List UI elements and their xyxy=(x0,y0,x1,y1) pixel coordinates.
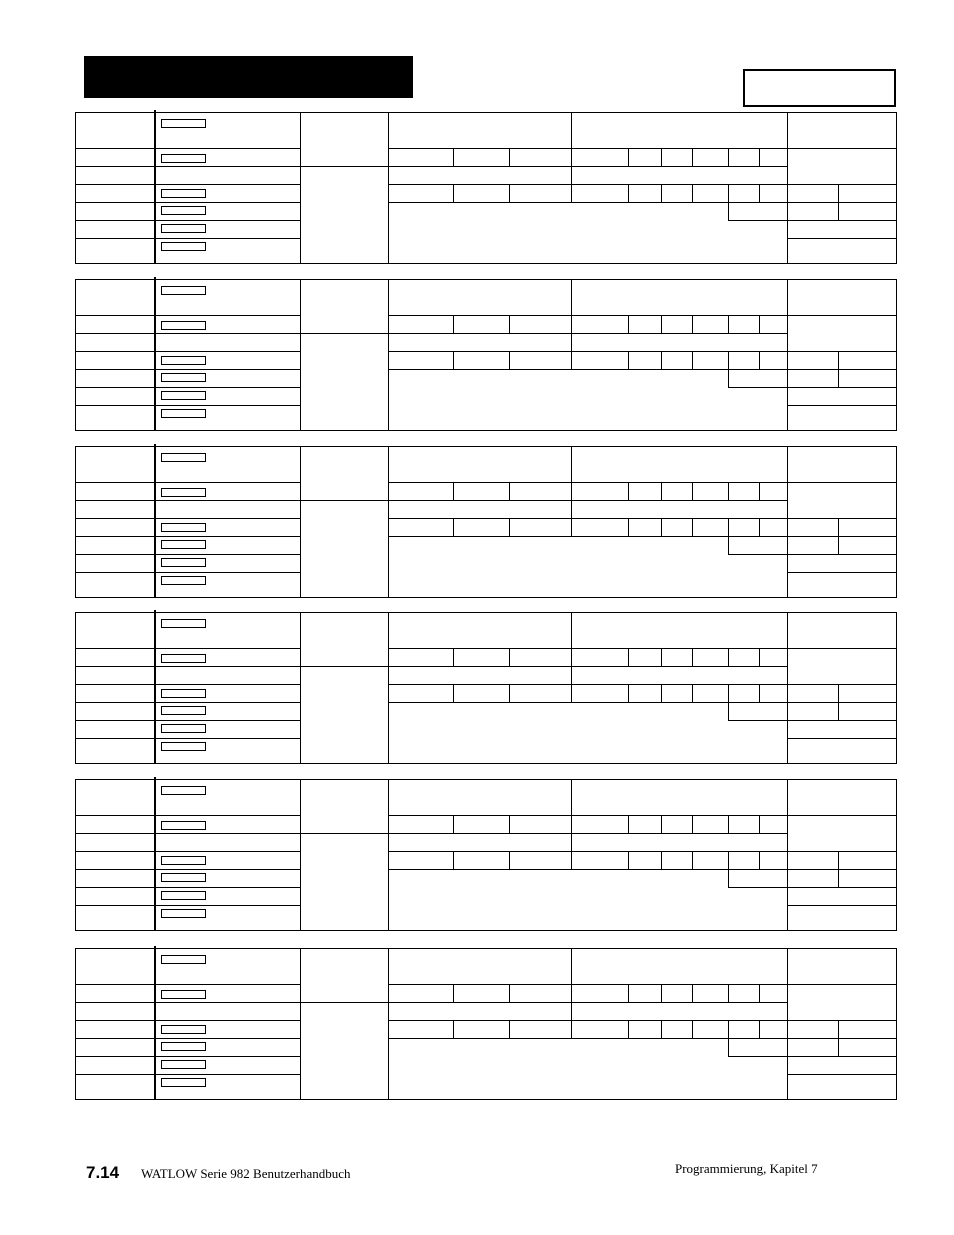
cell-divider xyxy=(661,184,662,202)
parameter-box xyxy=(161,391,206,400)
table-left-border xyxy=(75,446,76,598)
cell-divider xyxy=(728,648,729,666)
grid-row-line xyxy=(388,351,896,352)
grid-row-line xyxy=(388,984,896,985)
cell-divider xyxy=(661,518,662,536)
label-row-line xyxy=(75,702,300,703)
parameter-box xyxy=(161,523,206,532)
cell-divider xyxy=(759,648,760,666)
cell-divider xyxy=(692,148,693,166)
label-row-line xyxy=(75,869,300,870)
grid-row-line xyxy=(388,202,896,203)
cell-divider xyxy=(728,202,729,220)
cell-divider xyxy=(509,984,510,1002)
cell-divider xyxy=(453,815,454,833)
label-row-line xyxy=(75,369,300,370)
parameter-box xyxy=(161,1060,206,1069)
parameter-box xyxy=(161,955,206,964)
cell-divider xyxy=(628,148,629,166)
table-right-border xyxy=(896,112,897,264)
label-row-line xyxy=(300,166,388,167)
column-divider xyxy=(154,610,156,764)
grid-row-line xyxy=(388,815,896,816)
table-right-border xyxy=(896,612,897,764)
cell-divider xyxy=(759,148,760,166)
table-left-border xyxy=(75,279,76,431)
cell-divider xyxy=(661,1020,662,1038)
cell-divider xyxy=(661,148,662,166)
column-divider xyxy=(388,112,389,264)
label-row-line xyxy=(75,554,300,555)
cell-divider xyxy=(509,148,510,166)
parameter-box xyxy=(161,786,206,795)
cell-divider xyxy=(628,984,629,1002)
cell-divider xyxy=(728,148,729,166)
cell-divider xyxy=(728,482,729,500)
column-divider xyxy=(571,446,572,536)
cell-divider xyxy=(838,518,839,554)
parameter-box xyxy=(161,1025,206,1034)
column-divider xyxy=(388,446,389,598)
table-left-border xyxy=(75,112,76,264)
cell-divider xyxy=(728,536,729,554)
parameter-box xyxy=(161,558,206,567)
column-divider xyxy=(388,948,389,1100)
table-left-border xyxy=(75,948,76,1100)
parameter-box xyxy=(161,909,206,918)
cell-divider xyxy=(728,315,729,333)
cell-divider xyxy=(661,984,662,1002)
grid-row-line xyxy=(388,702,896,703)
column-divider xyxy=(787,948,788,1100)
cell-divider xyxy=(728,1038,729,1056)
grid-row-line xyxy=(388,1002,787,1003)
cell-divider xyxy=(759,518,760,536)
cell-divider xyxy=(759,315,760,333)
cell-divider xyxy=(728,351,729,369)
grid-row-line xyxy=(787,738,896,739)
column-divider xyxy=(300,279,301,431)
label-row-line xyxy=(75,482,300,483)
parameter-box xyxy=(161,540,206,549)
page-number: 7.14 xyxy=(86,1163,120,1182)
label-row-line xyxy=(75,315,300,316)
label-row-line xyxy=(300,500,388,501)
cell-divider xyxy=(759,482,760,500)
label-row-line xyxy=(75,333,300,334)
grid-row-line xyxy=(388,536,896,537)
cell-divider xyxy=(509,684,510,702)
cell-divider xyxy=(838,351,839,387)
label-row-line xyxy=(75,666,300,667)
label-row-line xyxy=(75,238,300,239)
grid-row-line xyxy=(787,405,896,406)
label-row-line xyxy=(75,500,300,501)
table-top-border xyxy=(75,279,896,280)
label-row-line xyxy=(300,333,388,334)
column-divider xyxy=(300,112,301,264)
parameter-box xyxy=(161,154,206,163)
cell-divider xyxy=(509,851,510,869)
label-row-line xyxy=(75,1074,300,1075)
table-right-border xyxy=(896,779,897,931)
table-top-border xyxy=(75,948,896,949)
parameter-box xyxy=(161,1042,206,1051)
column-divider xyxy=(787,779,788,931)
table-bottom-border xyxy=(75,763,896,764)
label-row-line xyxy=(75,536,300,537)
cell-divider xyxy=(509,815,510,833)
cell-divider xyxy=(453,984,454,1002)
label-row-line xyxy=(75,184,300,185)
label-row-line xyxy=(75,905,300,906)
cell-divider xyxy=(661,351,662,369)
parameter-box xyxy=(161,891,206,900)
cell-divider xyxy=(509,315,510,333)
parameter-box xyxy=(161,206,206,215)
label-row-line xyxy=(75,405,300,406)
label-row-line xyxy=(75,351,300,352)
grid-row-line xyxy=(787,238,896,239)
label-row-line xyxy=(75,572,300,573)
grid-row-line xyxy=(728,1056,896,1057)
label-row-line xyxy=(75,220,300,221)
parameter-box xyxy=(161,990,206,999)
table-left-border xyxy=(75,612,76,764)
cell-divider xyxy=(692,184,693,202)
column-divider xyxy=(571,279,572,369)
column-divider xyxy=(154,277,156,431)
grid-row-line xyxy=(388,166,787,167)
cell-divider xyxy=(509,648,510,666)
column-divider xyxy=(787,446,788,598)
label-row-line xyxy=(75,684,300,685)
parameter-box xyxy=(161,189,206,198)
column-divider xyxy=(300,948,301,1100)
cell-divider xyxy=(759,684,760,702)
grid-row-line xyxy=(388,148,896,149)
cell-divider xyxy=(628,1020,629,1038)
label-row-line xyxy=(75,148,300,149)
header-empty-box xyxy=(743,69,896,107)
grid-row-line xyxy=(388,482,896,483)
cell-divider xyxy=(838,184,839,220)
parameter-box xyxy=(161,356,206,365)
column-divider xyxy=(154,777,156,931)
cell-divider xyxy=(759,351,760,369)
cell-divider xyxy=(628,518,629,536)
label-row-line xyxy=(75,1038,300,1039)
cell-divider xyxy=(453,1020,454,1038)
parameter-box xyxy=(161,119,206,128)
parameter-box xyxy=(161,742,206,751)
cell-divider xyxy=(661,684,662,702)
table-top-border xyxy=(75,446,896,447)
column-divider xyxy=(571,948,572,1038)
cell-divider xyxy=(453,684,454,702)
label-row-line xyxy=(75,720,300,721)
column-divider xyxy=(571,112,572,202)
cell-divider xyxy=(759,184,760,202)
column-divider xyxy=(154,444,156,598)
table-right-border xyxy=(896,279,897,431)
cell-divider xyxy=(661,482,662,500)
manual-title: WATLOW Serie 982 Benutzerhandbuch xyxy=(141,1166,351,1181)
table-bottom-border xyxy=(75,597,896,598)
cell-divider xyxy=(628,684,629,702)
cell-divider xyxy=(692,851,693,869)
column-divider xyxy=(300,779,301,931)
parameter-box xyxy=(161,1078,206,1087)
parameter-box xyxy=(161,286,206,295)
grid-row-line xyxy=(388,851,896,852)
parameter-box xyxy=(161,453,206,462)
cell-divider xyxy=(509,351,510,369)
parameter-box xyxy=(161,654,206,663)
column-divider xyxy=(787,279,788,431)
column-divider xyxy=(154,110,156,264)
column-divider xyxy=(300,612,301,764)
cell-divider xyxy=(692,482,693,500)
grid-row-line xyxy=(787,572,896,573)
grid-row-line xyxy=(388,315,896,316)
grid-row-line xyxy=(388,833,787,834)
table-bottom-border xyxy=(75,430,896,431)
parameter-box xyxy=(161,576,206,585)
cell-divider xyxy=(728,702,729,720)
cell-divider xyxy=(692,984,693,1002)
label-row-line xyxy=(75,738,300,739)
parameter-box xyxy=(161,821,206,830)
cell-divider xyxy=(759,815,760,833)
cell-divider xyxy=(728,184,729,202)
chapter-label: Programmierung, Kapitel 7 xyxy=(675,1161,818,1176)
cell-divider xyxy=(759,851,760,869)
cell-divider xyxy=(728,684,729,702)
cell-divider xyxy=(728,984,729,1002)
label-row-line xyxy=(75,518,300,519)
cell-divider xyxy=(628,184,629,202)
parameter-box xyxy=(161,689,206,698)
grid-row-line xyxy=(728,220,896,221)
cell-divider xyxy=(838,684,839,720)
column-divider xyxy=(787,612,788,764)
table-top-border xyxy=(75,112,896,113)
parameter-box xyxy=(161,321,206,330)
label-row-line xyxy=(300,1002,388,1003)
label-row-line xyxy=(300,833,388,834)
cell-divider xyxy=(661,851,662,869)
cell-divider xyxy=(692,1020,693,1038)
cell-divider xyxy=(628,815,629,833)
label-row-line xyxy=(75,1002,300,1003)
table-bottom-border xyxy=(75,930,896,931)
cell-divider xyxy=(453,648,454,666)
cell-divider xyxy=(509,518,510,536)
table-left-border xyxy=(75,779,76,931)
cell-divider xyxy=(728,518,729,536)
cell-divider xyxy=(628,482,629,500)
column-divider xyxy=(388,612,389,764)
cell-divider xyxy=(759,984,760,1002)
cell-divider xyxy=(759,1020,760,1038)
parameter-box xyxy=(161,373,206,382)
grid-row-line xyxy=(388,684,896,685)
parameter-box xyxy=(161,224,206,233)
column-divider xyxy=(787,112,788,264)
cell-divider xyxy=(728,1020,729,1038)
grid-row-line xyxy=(388,1020,896,1021)
cell-divider xyxy=(628,351,629,369)
cell-divider xyxy=(453,518,454,536)
grid-row-line xyxy=(728,554,896,555)
table-bottom-border xyxy=(75,1099,896,1100)
label-row-line xyxy=(75,833,300,834)
grid-row-line xyxy=(388,518,896,519)
grid-row-line xyxy=(728,720,896,721)
parameter-box xyxy=(161,706,206,715)
cell-divider xyxy=(509,482,510,500)
label-row-line xyxy=(75,387,300,388)
label-row-line xyxy=(75,984,300,985)
cell-divider xyxy=(692,315,693,333)
cell-divider xyxy=(728,369,729,387)
cell-divider xyxy=(728,851,729,869)
cell-divider xyxy=(692,815,693,833)
label-row-line xyxy=(75,851,300,852)
cell-divider xyxy=(453,315,454,333)
cell-divider xyxy=(453,851,454,869)
cell-divider xyxy=(453,184,454,202)
grid-row-line xyxy=(388,184,896,185)
column-divider xyxy=(154,946,156,1100)
cell-divider xyxy=(628,648,629,666)
parameter-box xyxy=(161,242,206,251)
grid-row-line xyxy=(787,905,896,906)
table-top-border xyxy=(75,779,896,780)
cell-divider xyxy=(628,315,629,333)
grid-row-line xyxy=(728,387,896,388)
column-divider xyxy=(571,612,572,702)
cell-divider xyxy=(453,351,454,369)
grid-row-line xyxy=(388,648,896,649)
table-right-border xyxy=(896,446,897,598)
grid-row-line xyxy=(388,869,896,870)
cell-divider xyxy=(728,869,729,887)
parameter-box xyxy=(161,619,206,628)
label-row-line xyxy=(75,1056,300,1057)
cell-divider xyxy=(692,648,693,666)
cell-divider xyxy=(661,648,662,666)
grid-row-line xyxy=(388,1038,896,1039)
grid-row-line xyxy=(388,333,787,334)
cell-divider xyxy=(838,851,839,887)
cell-divider xyxy=(453,148,454,166)
cell-divider xyxy=(661,815,662,833)
cell-divider xyxy=(509,184,510,202)
label-row-line xyxy=(75,166,300,167)
grid-row-line xyxy=(388,369,896,370)
column-divider xyxy=(300,446,301,598)
label-row-line xyxy=(75,1020,300,1021)
column-divider xyxy=(388,779,389,931)
label-row-line xyxy=(75,202,300,203)
cell-divider xyxy=(838,1020,839,1056)
parameter-box xyxy=(161,856,206,865)
column-divider xyxy=(388,279,389,431)
parameter-box xyxy=(161,409,206,418)
cell-divider xyxy=(728,815,729,833)
parameter-box xyxy=(161,724,206,733)
parameter-box xyxy=(161,873,206,882)
grid-row-line xyxy=(388,666,787,667)
cell-divider xyxy=(453,482,454,500)
label-row-line xyxy=(75,887,300,888)
label-row-line xyxy=(75,648,300,649)
column-divider xyxy=(571,779,572,869)
cell-divider xyxy=(692,684,693,702)
cell-divider xyxy=(509,1020,510,1038)
parameter-box xyxy=(161,488,206,497)
grid-row-line xyxy=(728,887,896,888)
label-row-line xyxy=(300,666,388,667)
cell-divider xyxy=(661,315,662,333)
grid-row-line xyxy=(787,1074,896,1075)
table-right-border xyxy=(896,948,897,1100)
cell-divider xyxy=(692,351,693,369)
header-black-bar xyxy=(84,56,413,98)
grid-row-line xyxy=(388,500,787,501)
cell-divider xyxy=(692,518,693,536)
table-bottom-border xyxy=(75,263,896,264)
label-row-line xyxy=(75,815,300,816)
cell-divider xyxy=(628,851,629,869)
table-top-border xyxy=(75,612,896,613)
